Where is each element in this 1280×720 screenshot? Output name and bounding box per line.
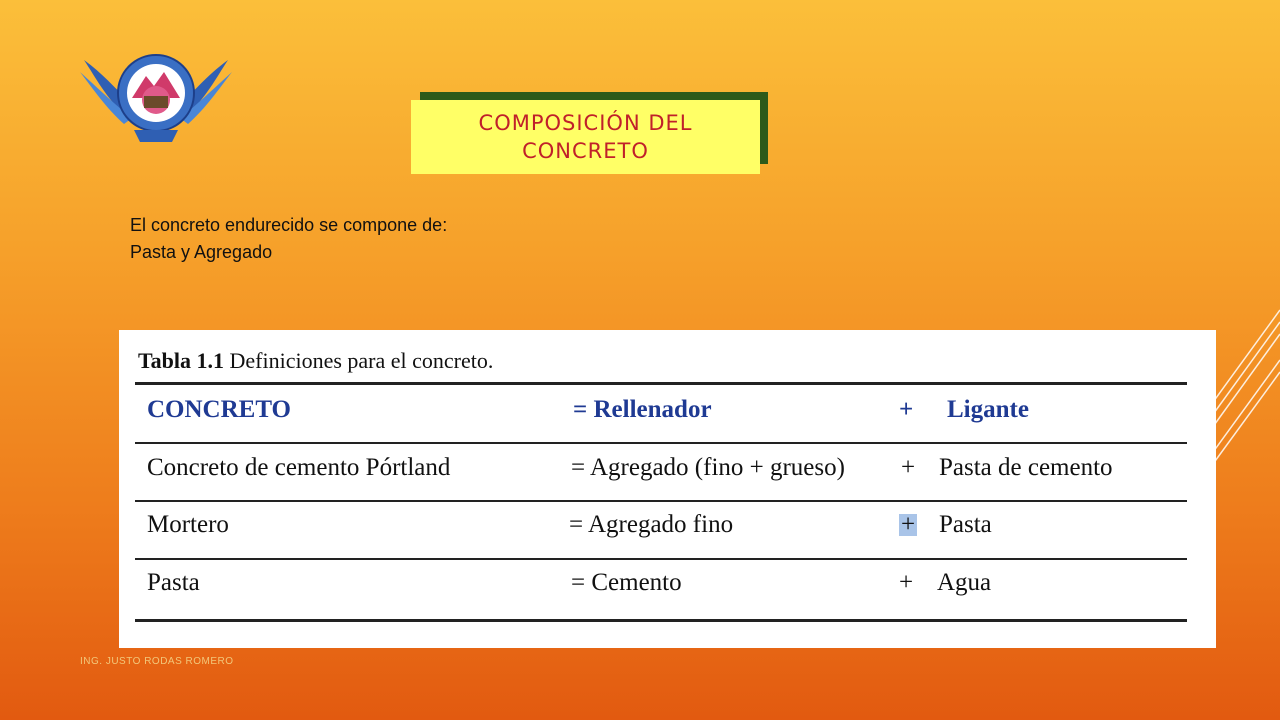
page-title: COMPOSICIÓN DEL CONCRETO bbox=[478, 111, 693, 163]
table-row-3-col-2: = Cemento bbox=[571, 569, 682, 596]
table-caption bbox=[138, 348, 493, 374]
table-row-2-col-2: = Agregado fino bbox=[569, 511, 734, 538]
intro-line-2: Pasta y Agregado bbox=[130, 242, 273, 262]
table-row-1-col-3: + bbox=[901, 454, 916, 481]
table-rule bbox=[135, 442, 1187, 444]
table-rule bbox=[135, 500, 1187, 502]
table-row-2-col-3 bbox=[899, 511, 917, 539]
table-row-1-col-2: = Agregado (fino + grueso) bbox=[571, 454, 845, 481]
table-row-2-col-1: Mortero bbox=[147, 511, 229, 538]
definitions-table bbox=[119, 330, 1216, 648]
table-row-1-col-4: Pasta de cemento bbox=[939, 454, 1113, 481]
table-row-3-col-3: + bbox=[899, 569, 914, 596]
table-row-2-plus: + bbox=[901, 511, 916, 538]
table-rule bbox=[135, 619, 1187, 622]
university-seal-logo bbox=[76, 38, 236, 148]
header-cell-plus: + bbox=[899, 396, 914, 423]
header-cell-concreto: CONCRETO bbox=[147, 396, 292, 423]
table-caption-label: Tabla 1.1 bbox=[138, 348, 225, 373]
table-rule bbox=[135, 558, 1187, 560]
table-row-1-col-1: Concreto de cemento Pórtland bbox=[147, 454, 451, 481]
header-cell-ligante: Ligante bbox=[947, 396, 1029, 423]
table-row-2-col-4: Pasta bbox=[939, 511, 992, 538]
intro-line-1: El concreto endurecido se compone de: bbox=[130, 215, 448, 235]
title-box bbox=[411, 100, 760, 174]
table-row-3-col-4: Agua bbox=[937, 569, 992, 596]
intro-text bbox=[130, 212, 447, 266]
table-caption-text: Definiciones para el concreto. bbox=[224, 348, 494, 373]
header-cell-rellenador: = Rellenador bbox=[573, 396, 712, 423]
table-row-3-col-1: Pasta bbox=[147, 569, 200, 596]
table-rule bbox=[135, 382, 1187, 385]
footer-author: ING. JUSTO RODAS ROMERO bbox=[80, 656, 234, 667]
